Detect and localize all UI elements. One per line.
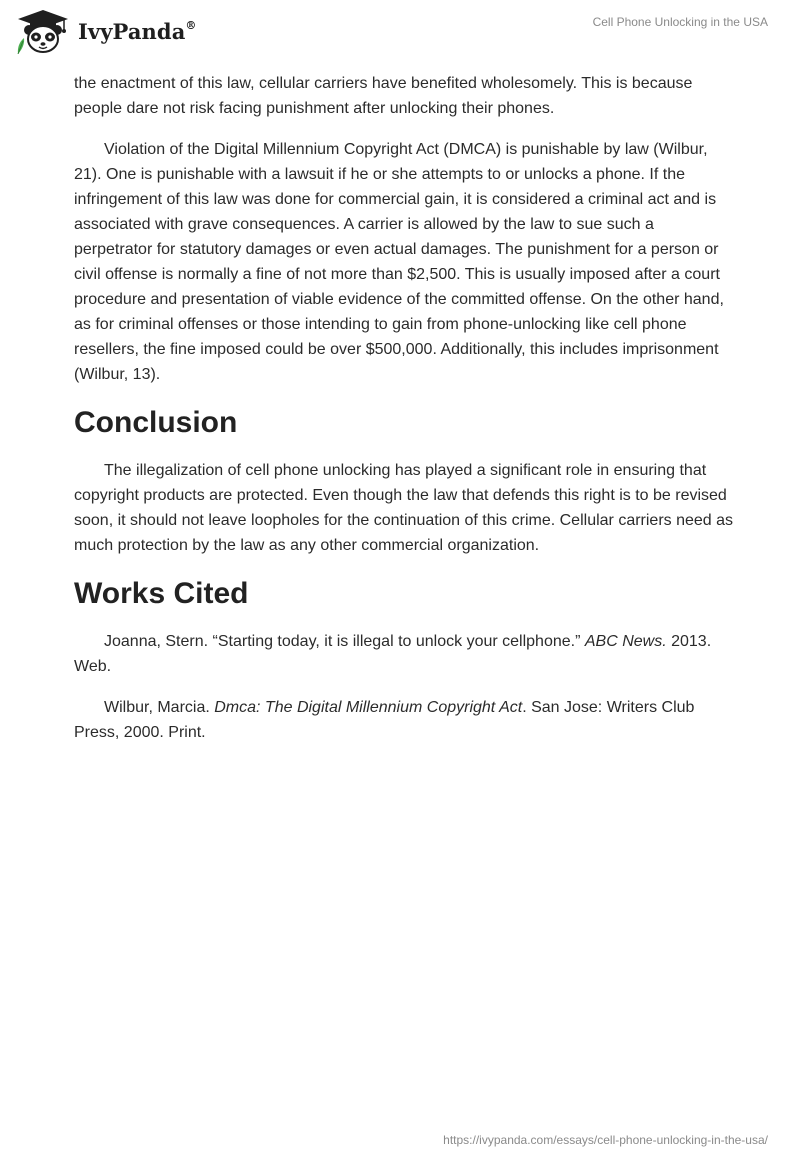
citation-source-title: Dmca: The Digital Millennium Copyright Act — [214, 699, 523, 716]
paragraph-dmca: Violation of the Digital Millennium Copyright Act (DMCA) is punishable by law (Wilbur, 21). One is punishable with a lawsuit if he or she attempts to or unlocks a phone. If the infringement of this law was done for commercial gain, it is considered a criminal act and is associated with grave consequences. A carrier is allowed by the law to sue such a perpetrator for statutory damages or even actual damages. The punishment for a person or civil offense is normally a fine of not more than $2,500. This is usually imposed after a court procedure and presentation of viable evidence of the committed offense. On the other hand, as for criminal offenses or those intending to gain from phone-unlocking like cell phone resellers, the fine imposed could be over $500,000. Additionally, this includes imprisonment (Wilbur, 13). — [74, 141, 724, 383]
works-cited-heading: Works Cited — [74, 577, 249, 610]
page-header — [0, 0, 800, 70]
paragraph-conclusion: The illegalization of cell phone unlocking has played a significant role in ensuring that copyright products are protected. Even though the law that defends this right is to be revised soon, it should not leave loopholes for the continuation of this crime. Cellular carriers need as much protection by the law as any other commercial organization. — [74, 462, 734, 554]
citation-source-title: ABC News. — [584, 633, 667, 650]
citation-item: Joanna, Stern. “Starting today, it is illegal to unlock your cellphone.” ABC News. 2013. Web. — [74, 633, 712, 675]
ivypanda-logo[interactable] — [14, 8, 197, 54]
registered-mark: ® — [185, 18, 197, 32]
essay-content — [74, 71, 734, 761]
panda-graduate-icon — [14, 8, 72, 54]
citation-item: Wilbur, Marcia. Dmca: The Digital Millennium Copyright Act. San Jose: Writers Club Press, 2000. Print. — [74, 699, 695, 741]
paragraph-continued: the enactment of this law, cellular carriers have benefited wholesomely. This is because people dare not risk facing punishment after unlocking their phones. — [74, 75, 693, 117]
conclusion-heading: Conclusion — [74, 406, 238, 439]
brand-name: IvyPanda® — [78, 18, 197, 44]
source-url[interactable]: https://ivypanda.com/essays/cell-phone-unlocking-in-the-usa/ — [443, 1133, 768, 1147]
document-title: Cell Phone Unlocking in the USA — [592, 15, 768, 29]
